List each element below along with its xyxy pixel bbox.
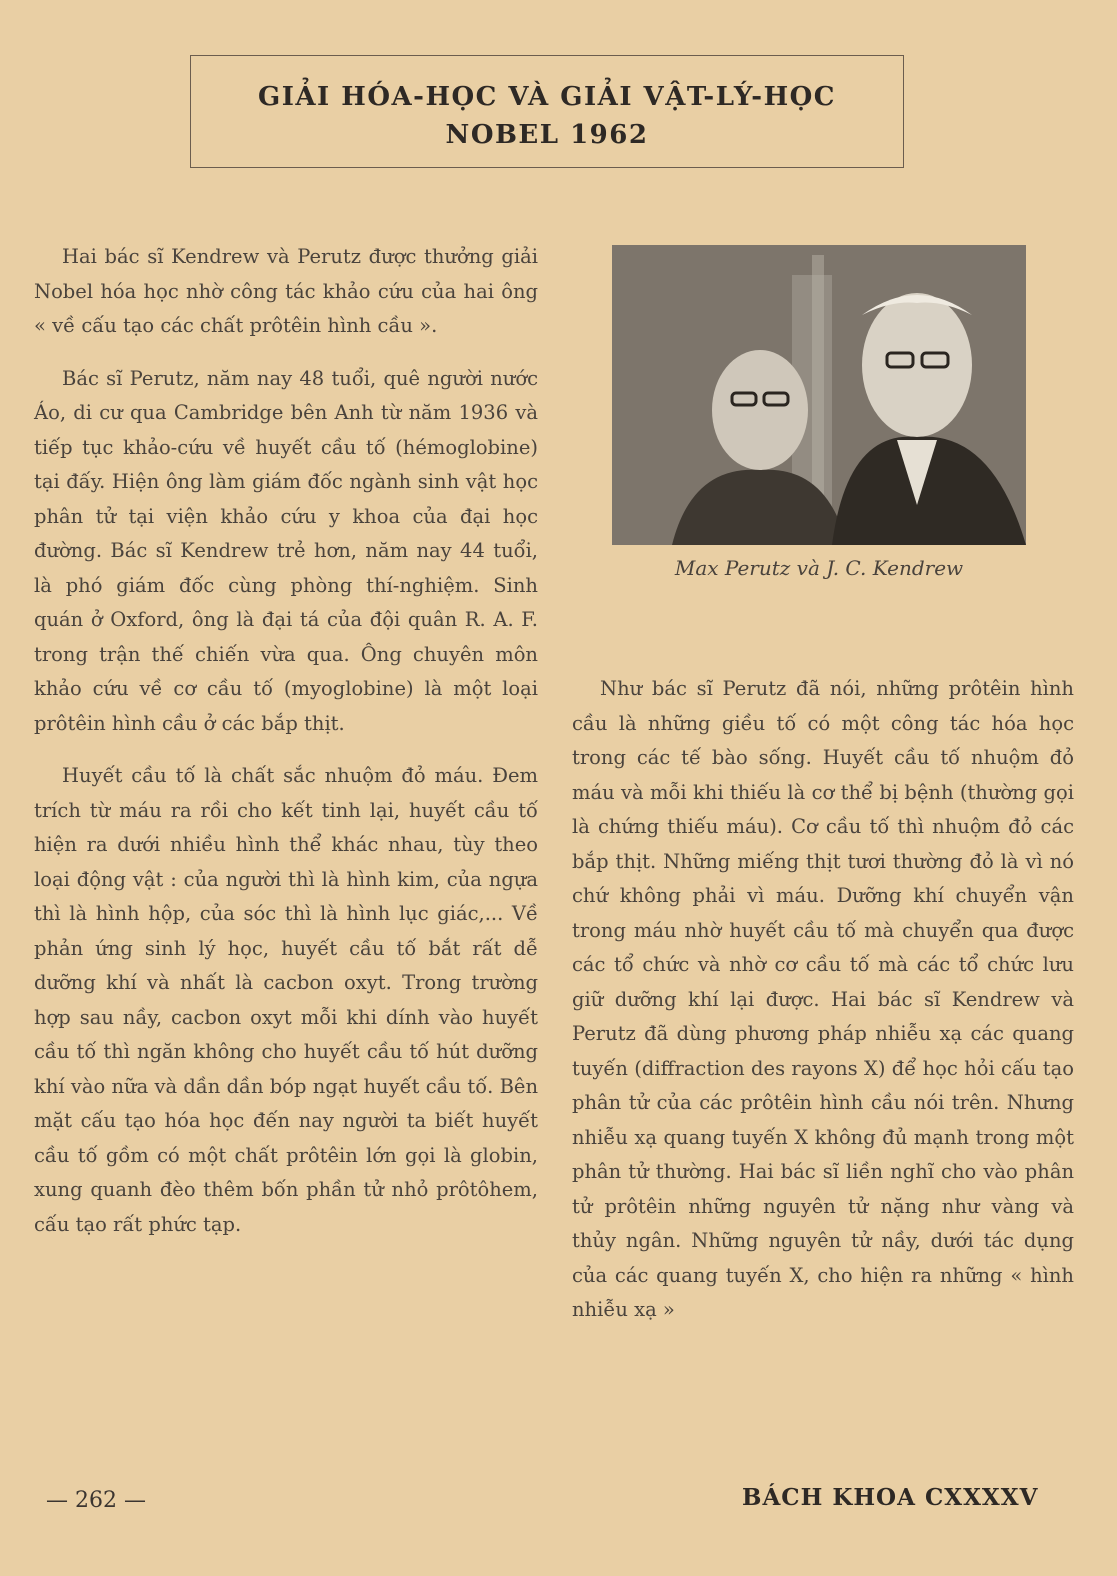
title-line-2: NOBEL 1962	[445, 120, 649, 150]
publication-name: BÁCH KHOA CXXXXV	[742, 1484, 1039, 1511]
left-paragraph-1: Hai bác sĩ Kendrew và Perutz được thưởng giải Nobel hóa học nhờ công tác khảo cứu của hai ông « về cấu tạo các chất prôtêin hình cầu ».	[34, 245, 538, 337]
left-column	[34, 240, 538, 1260]
left-paragraph-3: Huyết cầu tố là chất sắc nhuộm đỏ máu. Đem trích từ máu ra rồi cho kết tinh lại, huyết cầu tố hiện ra dưới nhiều hình thể khác nhau, tùy theo loại động vật : của người thì là hình kim, của ngựa thì là hình hộp, của sóc thì là hình lục giác,... Về phản ứng sinh lý học, huyết cầu tố bắt rất dễ dưỡng khí và nhất là cacbon oxyt. Trong trường hợp sau nầy, cacbon oxyt mỗi khi dính vào huyết cầu tố thì ngăn không cho huyết cầu tố hút dưỡng khí vào nữa và dần dần bóp ngạt huyết cầu tố. Bên mặt cấu tạo hóa học đến nay người ta biết huyết cầu tố gồm có một chất prôtêin lớn gọi là globin, xung quanh đèo thêm bốn phần tử nhỏ prôtôhem, cấu tạo rất phức tạp.	[34, 764, 538, 1236]
portrait-photo	[612, 245, 1026, 545]
page-number: — 262 —	[46, 1488, 146, 1513]
title-line-1: GIẢI HÓA-HỌC VÀ GIẢI VẬT-LÝ-HỌC	[258, 82, 836, 112]
portrait-illustration	[612, 245, 1026, 545]
right-paragraph-1: Như bác sĩ Perutz đã nói, những prôtêin hình cầu là những giều tố có một công tác hóa học trong các tế bào sống. Huyết cầu tố nhuộm đỏ máu và mỗi khi thiếu là cơ thể bị bệnh (thường gọi là chứng thiếu máu). Cơ cầu tố thì nhuộm đỏ các bắp thịt. Những miếng thịt tươi thường đỏ là vì nó chứ không phải vì máu. Dưỡng khí chuyển vận trong máu nhờ huyết cầu tố mà chuyển qua được các tổ chức và nhờ cơ cầu tố mà các tổ chức lưu giữ dưỡng khí lại được. Hai bác sĩ Kendrew và Perutz đã dùng phương pháp nhiễu xạ các quang tuyến (diffraction des rayons X) để học hỏi cấu tạo phân tử của các prôtêin hình cầu nói trên. Nhưng nhiễu xạ quang tuyến X không đủ mạnh trong một phân tử thường. Hai bác sĩ liền nghĩ cho vào phân tử prôtêin những nguyên tử nặng như vàng và thủy ngân. Những nguyên tử nầy, dưới tác dụng của các quang tuyến X, cho hiện ra những « hình nhiễu xạ »	[572, 677, 1074, 1321]
left-paragraph-2: Bác sĩ Perutz, năm nay 48 tuổi, quê người nước Áo, di cư qua Cambridge bên Anh từ năm 1936 và tiếp tục khảo-cứu về huyết cầu tố (hémoglobine) tại đấy. Hiện ông làm giám đốc ngành sinh vật học phân tử tại viện khảo cứu y khoa của đại học đường. Bác sĩ Kendrew trẻ hơn, năm nay 44 tuổi, là phó giám đốc cùng phòng thí-nghiệm. Sinh quán ở Oxford, ông là đại tá của đội quân R. A. F. trong trận thế chiến vừa qua. Ông chuyên môn khảo cứu về cơ cầu tố (myoglobine) là một loại prôtêin hình cầu ở các bắp thịt.	[34, 366, 538, 735]
title-box	[190, 55, 904, 168]
photo-caption: Max Perutz và J. C. Kendrew	[674, 556, 964, 580]
right-column	[572, 672, 1074, 1346]
